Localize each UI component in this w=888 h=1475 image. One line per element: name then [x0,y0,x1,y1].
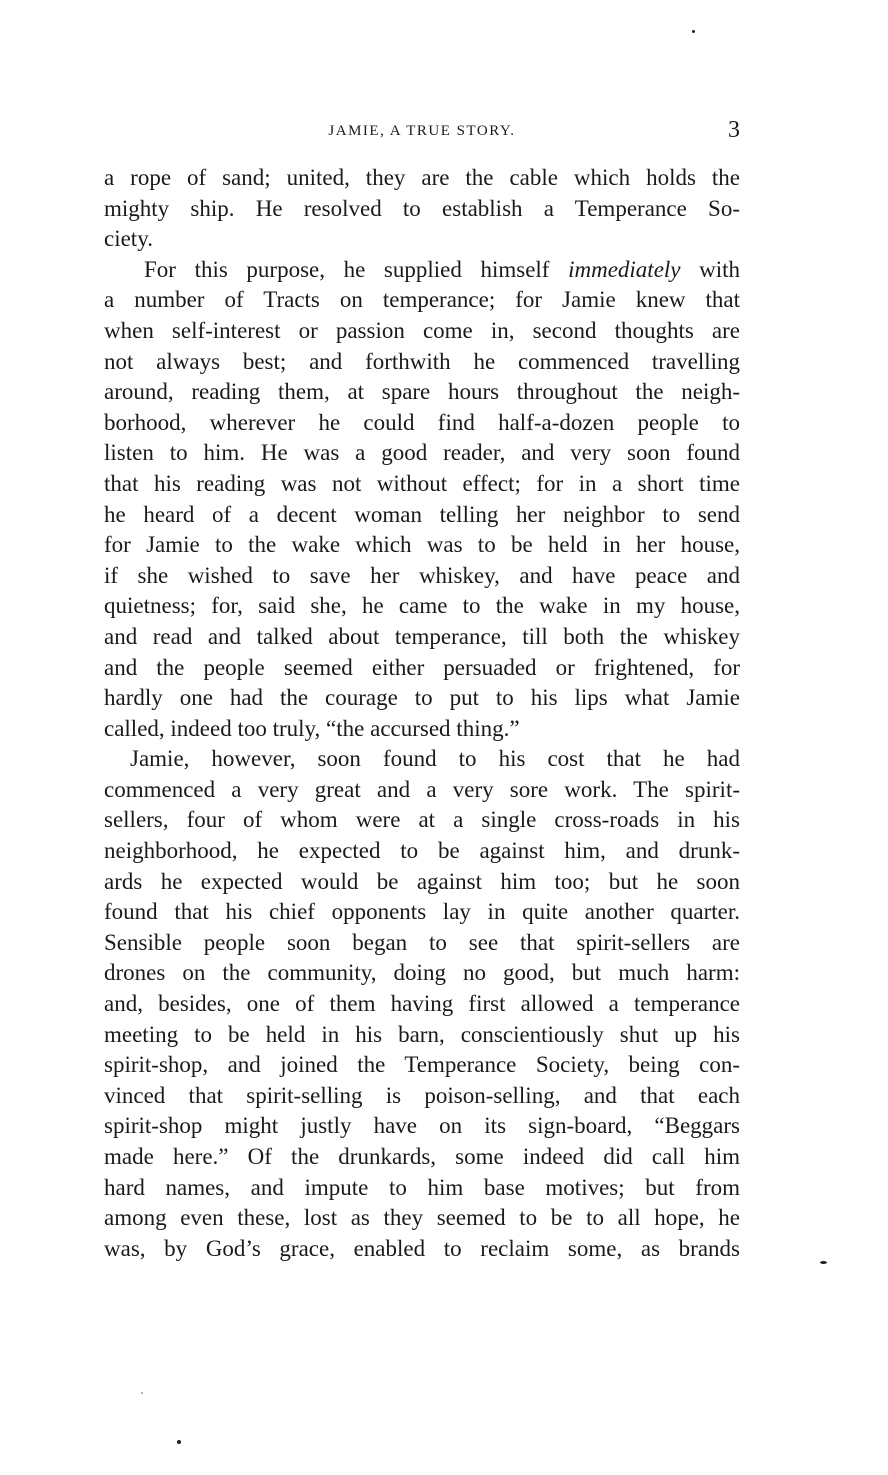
text-line: was, by God’s grace, enabled to reclaim some, as brands [104,1235,740,1261]
text-run: For this purpose, he supplied himself [144,256,550,282]
text-line: Sensible people soon began to see that spirit-sellers are [104,929,740,955]
text-line: meeting to be held in his barn, conscientiously shut up his [104,1021,740,1047]
text-run: with [699,256,740,282]
text-line: made here.” Of the drunkards, some indeed did call him [104,1144,740,1169]
text-line: quietness; for, said she, he came to the wake in my house, [104,593,740,619]
running-head [104,117,740,150]
text-line: called, indeed too truly, “the accursed thing.” [104,715,520,741]
text-line: and, besides, one of them having first allowed a temperance [104,991,740,1017]
text-line: drones on the community, doing no good, but much harm: [104,960,740,986]
page-number: 3 [728,117,740,143]
text-line: that his reading was not without effect; for in a short time [104,470,740,496]
text-line: commenced a very great and a very sore work. The spirit- [104,776,740,802]
text-line: hard names, and impute to him base motives; but from [104,1174,740,1200]
text-line: found that his chief opponents lay in quite another quarter. [104,899,740,925]
text-line: a number of Tracts on temperance; for Jamie knew that [104,287,740,313]
text-line: among even these, lost as they seemed to be to all hope, he [104,1205,740,1231]
text-line: for Jamie to the wake which was to be held in her house, [104,532,740,558]
text-line: hardly one had the courage to put to his lips what Jamie [104,685,740,711]
text-line [104,255,740,286]
text-line: vinced that spirit-selling is poison-selling, and that each [104,1082,740,1108]
text-line: sellers, four of whom were at a single cross-roads in his [104,807,740,833]
text-line: when self-interest or passion come in, second thoughts are [104,317,740,343]
text-line: spirit-shop, and joined the Temperance Society, being con- [104,1052,740,1078]
text-line: not always best; and forthwith he commenced travelling [104,348,740,374]
text-line: borhood, wherever he could find half-a-dozen people to [104,409,740,435]
text-line: a rope of sand; united, they are the cable which holds the [104,165,740,190]
text-line: and the people seemed either persuaded or frightened, for [104,654,740,680]
ink-speck [692,30,695,33]
text-line: ciety. [104,226,153,252]
text-line: Jamie, however, soon found to his cost that he had [130,746,740,772]
ink-speck [177,1440,181,1444]
italic-word: immediately [568,256,681,282]
text-line: he heard of a decent woman telling her neighbor to send [104,501,740,527]
ink-speck [141,1392,143,1394]
text-line: neighborhood, he expected to be against him, and drunk- [104,838,740,864]
text-line: listen to him. He was a good reader, and very soon found [104,440,740,466]
text-line: spirit-shop might justly have on its sign-board, “Beggars [104,1113,740,1139]
text-line: and read and talked about temperance, till both the whiskey [104,623,740,649]
text-line: ards he expected would be against him too; but he soon [104,868,740,894]
text-line: mighty ship. He resolved to establish a Temperance So- [104,195,740,221]
ink-speck [820,1261,827,1264]
running-head-title: JAMIE, A TRUE STORY. [328,123,516,139]
text-line: around, reading them, at spare hours throughout the neigh- [104,379,740,405]
text-line: if she wished to save her whiskey, and have peace and [104,562,740,588]
body-text [104,163,740,1264]
